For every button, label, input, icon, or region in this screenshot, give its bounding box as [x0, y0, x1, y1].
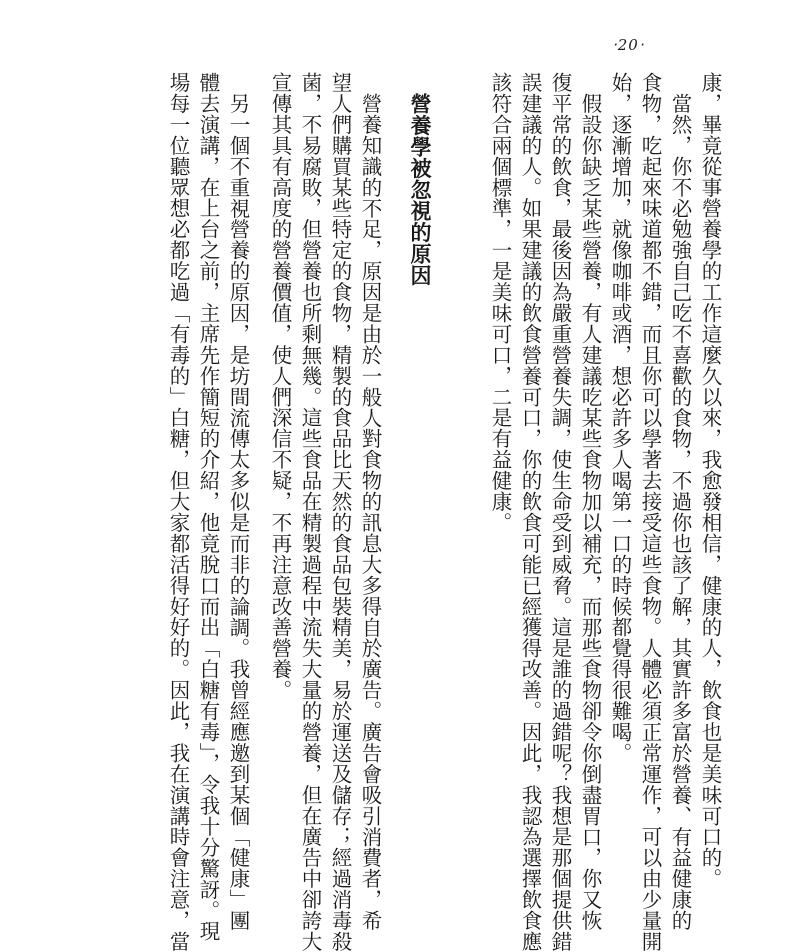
text-column: 宣傳其具有高度的營養價值，使人們深信不疑，不再注意改善營養。 — [268, 72, 292, 701]
text-column: 復平常的飲食，最後因為嚴重營養失調，使生命受到威脅。這是誰的過錯呢？我想是那個提供錯 — [548, 72, 572, 952]
text-column: 始，逐漸增加，就像咖啡或酒，想必許多人喝第一口的時候都覺得很難喝。 — [608, 72, 632, 764]
vertical-text-body — [160, 72, 722, 952]
text-column: 食物，吃起來味道都不錯，而且你可以學著去接受這些食物。人體必須正常運作，可以由少量開 — [638, 72, 662, 952]
text-column: 菌，不易腐敗，但營養也所剩無幾。這些食品在精製過程中流失大量的營養，但在廣告中卻誇大 — [298, 72, 322, 952]
text-column: 該符合兩個標準，一是美味可口，二是有益健康。 — [488, 72, 512, 533]
section-heading: 營養學被忽視的原因 — [408, 93, 432, 287]
text-column: 體去演講，在上台之前，主席先作簡短的介紹，他竟脫口而出「白糖有毒」，令我十分驚訝。現 — [196, 72, 220, 942]
text-column: 誤建議的人。如果建議的飲食營養可口，你的飲食可能已經獲得改善。因此，我認為選擇飲食應 — [518, 72, 542, 952]
text-column: 望人們購買某些特定的食物，精製的食品比天然的食品包裝精美，易於運送及儲存；經過消毒殺 — [328, 72, 352, 952]
text-column: 假設你缺乏某些營養，有人建議吃某些食物加以補充，而那些食物卻令你倒盡胃口，你又恢 — [578, 93, 602, 931]
text-column: 場每一位聽眾想必都吃過「有毒的」白糖，但大家都活得好好的。因此，我在演講時會注意，當 — [166, 72, 190, 952]
text-column: 營養知識的不足，原因是由於一般人對食物的訊息大多得自於廣告。廣告會吸引消費者，希 — [358, 93, 382, 931]
page-number: ‧20‧ — [612, 36, 645, 54]
text-column: 另一個不重視營養的原因，是坊間流傳太多似是而非的論調。我曾經應邀到某個「健康」團 — [226, 93, 250, 931]
text-column: 當然，你不必勉強自己吃不喜歡的食物，不過你也該了解，其實許多富於營養、有益健康的 — [668, 93, 692, 931]
text-column: 康，畢竟從事營養學的工作這麼久以來，我愈發相信，健康的人，飲食也是美味可口的。 — [698, 72, 722, 890]
